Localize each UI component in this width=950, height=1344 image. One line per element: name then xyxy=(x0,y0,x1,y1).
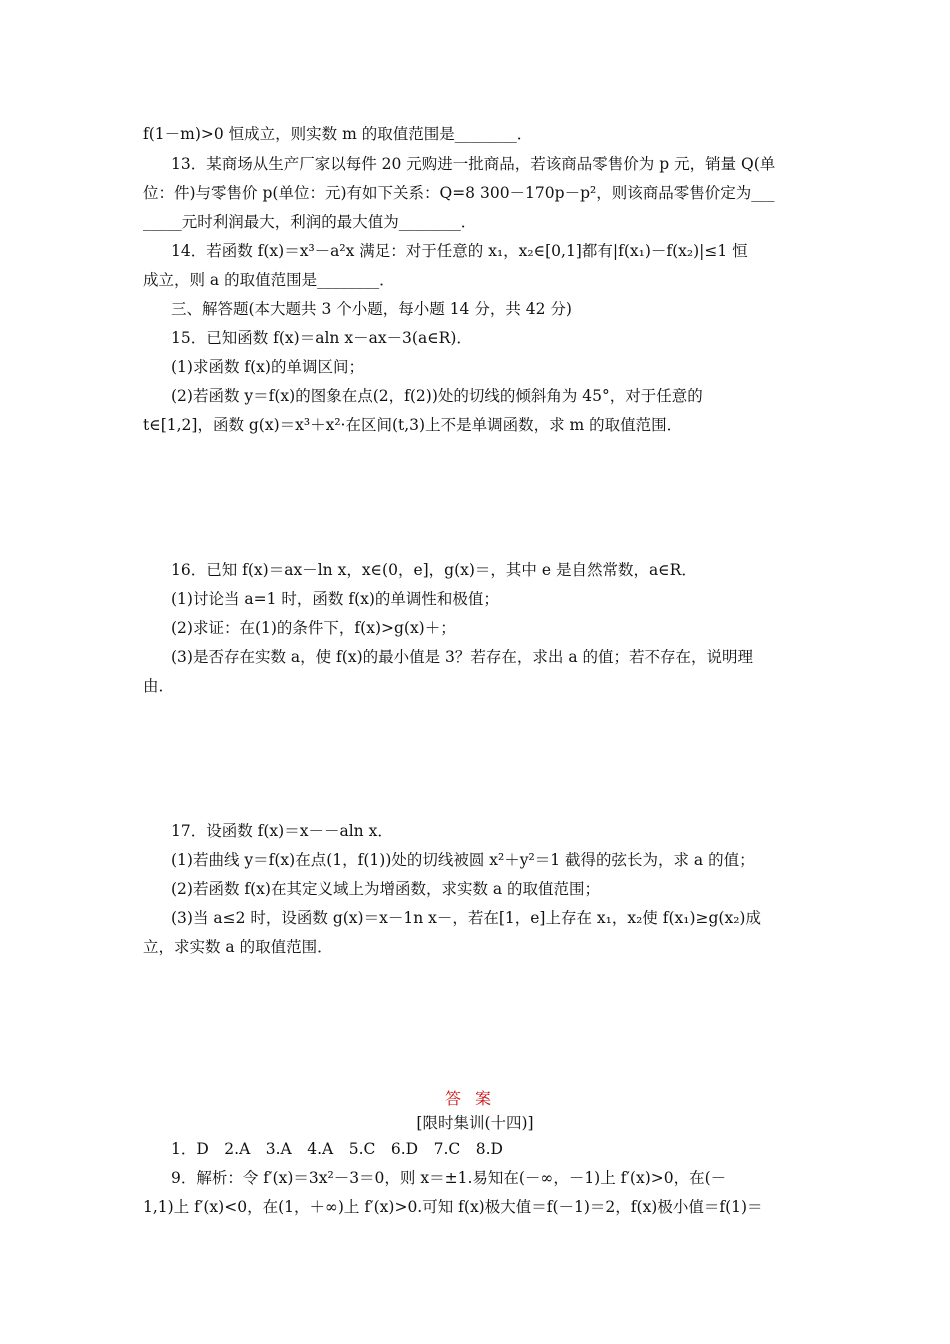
text-line: (1)求函数 f(x)的单调区间； xyxy=(171,358,364,376)
answer-line: 9．解析：令 f′(x)＝3x²－3＝0，则 x＝±1.易知在(－∞，－1)上 f′(x)>0，在(－ xyxy=(171,1169,727,1187)
text-line-12-cont: f(1－m)>0 恒成立，则实数 m 的取值范围是________． xyxy=(143,125,533,143)
answer-line: 1,1)上 f′(x)<0，在(1，＋∞)上 f′(x)>0.可知 f(x)极大值＝f(－1)＝2，f(x)极小值＝f(1)＝ xyxy=(143,1198,763,1216)
problem-17: 17．设函数 f(x)＝x－－aln x． xyxy=(171,822,393,840)
text-line: (2)若函数 y＝f(x)的图象在点(2，f(2))处的切线的倾斜角为 45°，对于任意的 xyxy=(171,387,703,405)
text-line: (2)若函数 f(x)在其定义域上为增函数，求实数 a 的取值范围； xyxy=(171,880,601,898)
problem-13: 13．某商场从生产厂家以每件 20 元购进一批商品，若该商品零售价为 p 元，销量 Q(单 xyxy=(171,155,776,173)
answer-line: 1．D 2.A 3.A 4.A 5.C 6.D 7.C 8.D xyxy=(171,1140,503,1158)
problem-14: 14．若函数 f(x)＝x³－a²x 满足：对于任意的 x₁，x₂∈[0,1]都有|f(x₁)－f(x₂)|≤1 恒 xyxy=(171,242,748,260)
text-line: 立，求实数 a 的取值范围． xyxy=(143,938,333,956)
text-line: 由． xyxy=(143,677,175,695)
text-line: (3)当 a≤2 时，设函数 g(x)＝x－1n x－，若在[1，e]上存在 x₁，x₂使 f(x₁)≥g(x₂)成 xyxy=(171,909,761,927)
text-line: (2)求证：在(1)的条件下，f(x)>g(x)＋； xyxy=(171,619,456,637)
text-line: _____元时利润最大，利润的最大值为________． xyxy=(143,213,477,231)
section-heading: 三、解答题(本大题共 3 个小题，每小题 14 分，共 42 分) xyxy=(171,300,572,318)
text-line: 位：件)与零售价 p(单位：元)有如下关系：Q=8 300－170p－p²，则该商品零售价定为___ xyxy=(143,184,775,202)
problem-16: 16．已知 f(x)＝ax－ln x，x∈(0，e]，g(x)＝，其中 e 是自然常数，a∈R． xyxy=(171,561,697,579)
text-line: (1)讨论当 a=1 时，函数 f(x)的单调性和极值； xyxy=(171,590,499,608)
text-line: (3)是否存在实数 a，使 f(x)的最小值是 3？若存在，求出 a 的值；若不存在，说明理 xyxy=(171,648,754,666)
text-line: t∈[1,2]，函数 g(x)＝x³＋x²·在区间(t,3)上不是单调函数，求 m 的取值范围． xyxy=(143,416,683,434)
text-line: 成立，则 a 的取值范围是________． xyxy=(143,271,395,289)
text-line: (1)若曲线 y＝f(x)在点(1，f(1))处的切线被圆 x²＋y²＝1 截得的弦长为，求 a 的值； xyxy=(171,851,755,869)
problem-15: 15．已知函数 f(x)＝aln x－ax－3(a∈R)． xyxy=(171,329,472,347)
answer-title: 答案 xyxy=(444,1089,505,1108)
answer-section-title: [限时集训(十四)] xyxy=(416,1114,534,1132)
